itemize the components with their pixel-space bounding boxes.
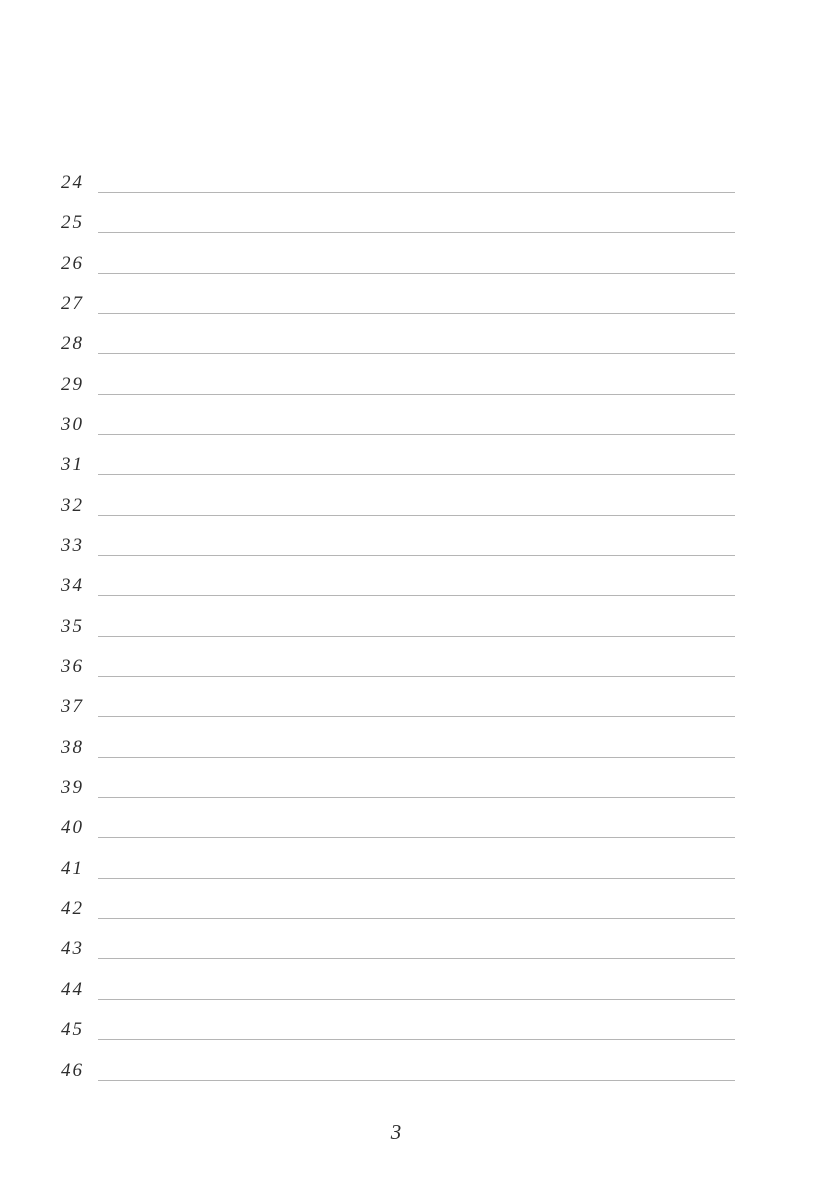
ledger-row — [0, 717, 820, 757]
ruled-line — [98, 595, 735, 596]
line-number-label: 42 — [61, 898, 84, 920]
ledger-row — [0, 395, 820, 435]
line-number-label: 27 — [61, 292, 84, 314]
line-number-label: 26 — [61, 252, 84, 274]
ruled-line — [98, 192, 735, 193]
line-number-label: 38 — [61, 736, 84, 758]
line-number-label: 37 — [61, 696, 84, 718]
ledger-row — [0, 153, 820, 193]
ruled-line — [98, 636, 735, 637]
ruled-line — [98, 918, 735, 919]
line-number-label: 46 — [61, 1059, 84, 1081]
line-number-label: 25 — [61, 212, 84, 234]
ledger-row — [0, 314, 820, 354]
line-number-label: 39 — [61, 777, 84, 799]
line-number-label: 28 — [61, 333, 84, 355]
ruled-line — [98, 1080, 735, 1081]
line-number-label: 29 — [61, 373, 84, 395]
ruled-line — [98, 515, 735, 516]
ledger-row — [0, 959, 820, 999]
ruled-line — [98, 1039, 735, 1040]
ruled-line — [98, 394, 735, 395]
ruled-line — [98, 757, 735, 758]
line-number-label: 32 — [61, 494, 84, 516]
ledger-row — [0, 556, 820, 596]
ledger-row — [0, 596, 820, 636]
ruled-line — [98, 232, 735, 233]
ledger-row — [0, 233, 820, 273]
ledger-row — [0, 919, 820, 959]
ruled-line — [98, 676, 735, 677]
ledger-row — [0, 274, 820, 314]
line-number-label: 44 — [61, 978, 84, 1000]
ruled-line — [98, 273, 735, 274]
line-number-label: 30 — [61, 414, 84, 435]
line-number-label: 45 — [61, 1019, 84, 1041]
ledger-row — [0, 879, 820, 919]
ruled-line — [98, 837, 735, 838]
ruled-line — [98, 999, 735, 1000]
line-number-label: 36 — [61, 656, 84, 678]
ledger-row — [0, 677, 820, 717]
ruled-line — [98, 716, 735, 717]
ruled-line — [98, 353, 735, 354]
ledger-row — [0, 475, 820, 515]
ruled-line — [98, 474, 735, 475]
ruled-line — [98, 878, 735, 879]
line-number-label: 35 — [61, 615, 84, 637]
ledger-row — [0, 637, 820, 677]
page-number: 3 — [390, 1120, 402, 1144]
line-number-label: 40 — [61, 817, 84, 839]
ledger-row — [0, 193, 820, 233]
line-number-label: 24 — [61, 171, 84, 193]
ledger-row — [0, 838, 820, 878]
ledger-row — [0, 354, 820, 394]
ledger-row — [0, 758, 820, 798]
ledger-row — [0, 1000, 820, 1040]
line-number-label: 41 — [61, 857, 84, 879]
ruled-line — [98, 313, 735, 314]
line-number-label: 43 — [61, 938, 84, 960]
ledger-row — [0, 798, 820, 838]
ledger-row — [0, 516, 820, 556]
ruled-line — [98, 434, 735, 435]
line-number-label: 33 — [61, 535, 84, 557]
ruled-line — [98, 797, 735, 798]
ruled-line — [98, 958, 735, 959]
ruled-line — [98, 555, 735, 556]
ledger-rows — [0, 153, 820, 1081]
ledger-row — [0, 435, 820, 475]
ledger-row — [0, 1040, 820, 1080]
line-number-label: 31 — [61, 454, 84, 476]
line-number-label: 34 — [61, 575, 84, 597]
